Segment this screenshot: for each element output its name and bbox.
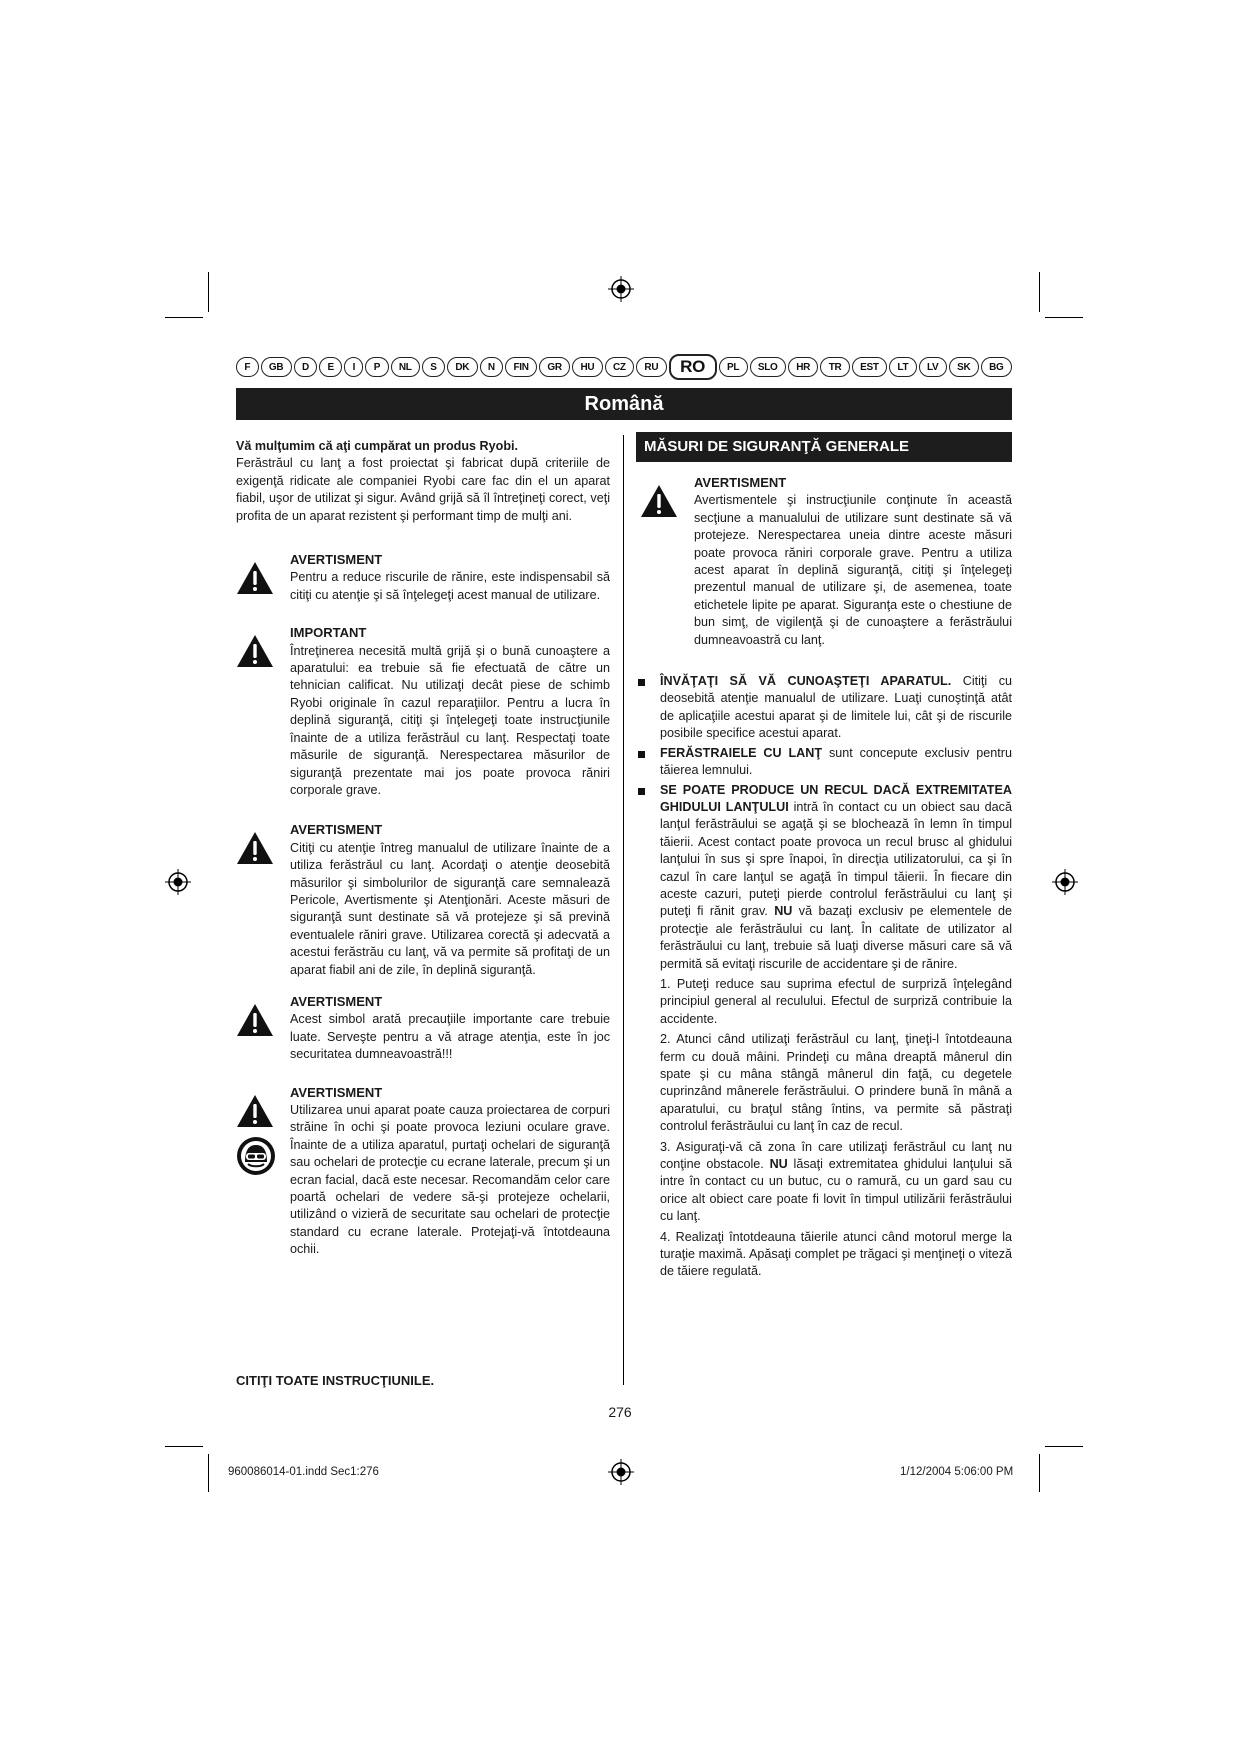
bullet-icon: [638, 788, 645, 795]
bullet-text: intră în contact cu un obiect sau dacă lanţul ferăstrăului se agaţă şi se blochează în lemn în timpul tăierii. Acest contact poate provoca un recul brusc al ghidului lanţului în sus şi spre înapoi, în direcţia utilizatorului, ca şi în cazul în care lanţul se agaţă în timpul tăierii. În fiecare din aceste cazuri, puteţi pierde controlul ferăstrăului cu lanţ şi puteţi fi rănit grav.: [660, 799, 1012, 919]
language-tab[interactable]: N: [480, 357, 504, 377]
crop-mark: [165, 1446, 203, 1447]
warning-triangle-icon: [236, 1094, 274, 1128]
warning-heading: AVERTISMENT: [694, 475, 787, 490]
bullet-lead: SE POATE PRODUCE UN RECUL DACĂ EXTREMITATEA GHIDULUI LANŢULUI: [660, 782, 1012, 814]
warning-triangle-icon: [236, 1003, 274, 1037]
footer-file: 960086014-01.indd Sec1:276: [228, 1466, 379, 1478]
section-title: MĂSURI DE SIGURANŢĂ GENERALE: [636, 432, 1012, 462]
warning-block: [236, 821, 610, 979]
bullet-text: Citiţi cu deosebită atenţie manualul de utilizare. Luaţi cunoştinţă atât de aplicaţiile acestui aparat şi de limitele lui, cât şi de riscurile posibile specifice acestui aparat.: [660, 674, 1012, 741]
eye-protection-icon: [236, 1136, 276, 1176]
safety-bullet-list: [636, 673, 1012, 973]
warning-heading: AVERTISMENT: [290, 1084, 383, 1100]
language-tab[interactable]: F: [236, 357, 259, 377]
crop-mark: [1045, 1446, 1083, 1447]
language-tab[interactable]: FIN: [505, 357, 537, 377]
language-tab[interactable]: EST: [852, 357, 887, 377]
registration-mark-icon: [608, 1459, 634, 1485]
language-tab[interactable]: HU: [572, 357, 603, 377]
warning-heading: AVERTISMENT: [290, 993, 383, 1009]
warning-heading: AVERTISMENT: [290, 822, 383, 838]
warning-triangle-icon: [640, 484, 678, 518]
read-all-notice: CITIŢI TOATE INSTRUCŢIUNILE.: [236, 1373, 435, 1388]
bullet-lead: FERĂSTRAIELE CU LANŢ: [660, 745, 823, 760]
language-tab[interactable]: I: [344, 357, 363, 377]
language-tab[interactable]: TR: [820, 357, 849, 377]
language-tab[interactable]: D: [294, 357, 318, 377]
language-tab[interactable]: LV: [919, 357, 947, 377]
language-tab[interactable]: BG: [981, 357, 1012, 377]
warning-text: Pentru a reduce riscurile de rănire, este indispensabil să citiţi cu atenţie şi să înţelegeţi acest manual de utilizare.: [290, 570, 610, 602]
important-block: [236, 624, 610, 799]
warning-triangle-icon: [236, 831, 274, 865]
language-tab[interactable]: DK: [447, 357, 478, 377]
language-tab[interactable]: SK: [949, 357, 979, 377]
numbered-list: [660, 976, 1012, 1281]
warning-text: Avertismentele şi instrucţiunile conţinute în această secţiune a manualului de utilizare sunt destinate să vă protejeze. Nerespectarea uneia dintre aceste măsuri poate provoca răniri corporale grave. Pentru a utiliza acest aparat în deplină siguranţă, citiţi şi înţelegeţi prezentul manual de utilizare şi, de asemenea, toate etichetele lipite pe aparat. Siguranţa este o chestiune de bun simţ, de vigilenţă şi de cunoaştere a ferăstrăului dumneavoastră cu lanţ.: [694, 493, 1012, 647]
crop-mark: [1039, 1454, 1040, 1492]
warning-triangle-icon: [236, 561, 274, 595]
warning-heading: AVERTISMENT: [290, 552, 383, 568]
crop-mark: [208, 272, 209, 312]
numbered-item: 4. Realizaţi întotdeauna tăierile atunci când motorul merge la turaţie maximă. Apăsaţi complet pe trăgaci şi menţineţi o viteză de tăiere regulată.: [660, 1229, 1012, 1279]
registration-mark-icon: [608, 276, 634, 302]
numbered-item: 3. Asiguraţi-vă că zona în care utilizaţi ferăstrăul cu lanţ nu conţine obstacole. NU lăsaţi extremitatea ghidului lanţului să intre în contact cu un butuc, cu o ramură, cu un gard sau cu orice alt obiect care poate fi lovit în timpul utilizării ferăstrăului cu lanţ.: [660, 1139, 1012, 1224]
bullet-lead: ÎNVĂŢAŢI SĂ VĂ CUNOAŞTEŢI APARATUL.: [660, 674, 952, 689]
warning-block: [236, 551, 610, 604]
language-tab[interactable]: P: [365, 357, 388, 377]
warning-triangle-icon: [236, 634, 274, 668]
bullet-text: sunt concepute exclusiv pentru tăierea lemnului.: [660, 745, 1012, 778]
language-tab[interactable]: S: [422, 357, 445, 377]
language-tab[interactable]: LT: [889, 357, 917, 377]
crop-mark: [208, 1454, 209, 1492]
page-title: Română: [236, 388, 1012, 420]
language-tab-active[interactable]: RO: [669, 354, 717, 380]
language-tab[interactable]: RU: [636, 357, 667, 377]
language-tab[interactable]: HR: [788, 357, 819, 377]
page-number: 276: [608, 1404, 632, 1420]
crop-mark: [1039, 272, 1040, 312]
warning-block: [236, 993, 610, 1064]
warning-text: Utilizarea unui aparat poate cauza proiectarea de corpuri străine în ochi şi poate provoca leziuni oculare grave. Înainte de a utiliza aparatul, purtaţi ochelari de siguranţă sau ochelari de protecţie cu ecrane laterale, precum şi un ecran facial, dacă este necesar. Recomandăm celor care poartă ochelari de vedere să-şi protejeze ochelarii, utilizând o vizieră de securitate sau ochelari de protecţie standard cu ecrane laterale. Protejaţi-vă întotdeauna ochii.: [290, 1103, 610, 1257]
list-item: [636, 782, 1012, 973]
warning-block: [636, 474, 1012, 649]
warning-text: Citiţi cu atenţie întreg manualul de utilizare înainte de a utiliza ferăstrăul cu lanţ. Acordaţi o atenţie deosebită măsurilor şi simbolurilor de siguranţă care semnalează Pericole, Avertismente şi Atenţionări. Aceste măsuri de siguranţă sunt destinate să vă protejeze şi să prevină eventualele răniri grave. Utilizarea corectă şi adecvată a acestui ferăstrău cu lanţ, vă va permite să profitaţi de un aparat fiabil ani de zile, în deplină siguranţă.: [290, 840, 610, 977]
list-item: [636, 745, 1012, 780]
bullet-text: vă bazaţi exclusiv pe elementele de protecţie ale ferăstrăului cu lanţ. În calitate de utilizator al ferăstrăului cu lanţ, trebuie să luaţi diverse măsuri care să vă permită să evitaţi riscurile de accidentare şi de rănire.: [660, 904, 1012, 971]
crop-mark: [165, 317, 203, 318]
numbered-emphasis: NU: [769, 1157, 788, 1172]
language-tab[interactable]: SLO: [750, 357, 786, 377]
bullet-emphasis: NU: [774, 904, 793, 919]
language-tab[interactable]: GB: [261, 357, 292, 377]
bullet-icon: [638, 751, 645, 758]
numbered-item: 2. Atunci când utilizaţi ferăstrăul cu lanţ, ţineţi-l întotdeauna ferm cu două mâini. Prindeţi cu mâna dreaptă mânerul din spate şi cu mâna stângă mânerul din faţă, cu degetele cuprinzând mânerele ferăstrăului. O prindere bună în mână a aparatului, cu braţul stâng întins, va permite să păstraţi controlul ferăstrăului cu lanţ în caz de recul.: [660, 1032, 1012, 1134]
footer-date: 1/12/2004 5:06:00 PM: [900, 1466, 1014, 1478]
left-column: [236, 438, 610, 1259]
numbered-item: 1. Puteţi reduce sau suprima efectul de surpriză înţelegând principiul general al reculului. Efectul de surpriză contribuie la accidente.: [660, 976, 1012, 1026]
intro-title: Vă mulţumim că aţi cumpărat un produs Ryobi.: [236, 439, 519, 453]
language-tab[interactable]: CZ: [605, 357, 634, 377]
bullet-icon: [638, 679, 645, 686]
registration-mark-icon: [1052, 869, 1078, 895]
intro-text: Ferăstrăul cu lanţ a fost proiectat şi fabricat după criteriile de exigenţă ridicate ale companiei Ryobi care fac din el un aparat fiabil, uşor de utilizat şi sigur. Având grijă să îl întreţineţi corect, veţi profita de un aparat rezistent şi performant timp de mulţi ani.: [236, 456, 610, 523]
language-tab[interactable]: NL: [391, 357, 420, 377]
column-divider: [623, 435, 624, 1385]
language-tab[interactable]: PL: [719, 357, 748, 377]
important-heading: IMPORTANT: [290, 625, 367, 641]
list-item: [636, 673, 1012, 743]
language-selector: [236, 356, 1012, 378]
language-tab[interactable]: GR: [539, 357, 570, 377]
crop-mark: [1045, 317, 1083, 318]
warning-block: [236, 1084, 610, 1259]
right-column: [636, 432, 1012, 1281]
registration-mark-icon: [165, 869, 191, 895]
language-tab[interactable]: E: [319, 357, 342, 377]
important-text: Întreţinerea necesită multă grijă şi o bună cunoaştere a aparatului: ea trebuie să fie efectuată de către un tehnician calificat. Nu utilizaţi decât piese de schimb Ryobi originale în cazul reparaţiilor. Pentru a lucra în deplină siguranţă, citiţi şi înţelegeţi toate instrucţiunile înainte de a utiliza ferăstrăul cu lanţ. Respectaţi toate măsurile de siguranţă. Nerespectarea măsurilor de siguranţă prezentate mai jos poate provoca răniri corporale grave.: [290, 643, 610, 797]
warning-text: Acest simbol arată precauţiile importante care trebuie luate. Serveşte pentru a vă atrage atenţia, este în joc securitatea dumneavoastră!!!: [290, 1012, 610, 1062]
